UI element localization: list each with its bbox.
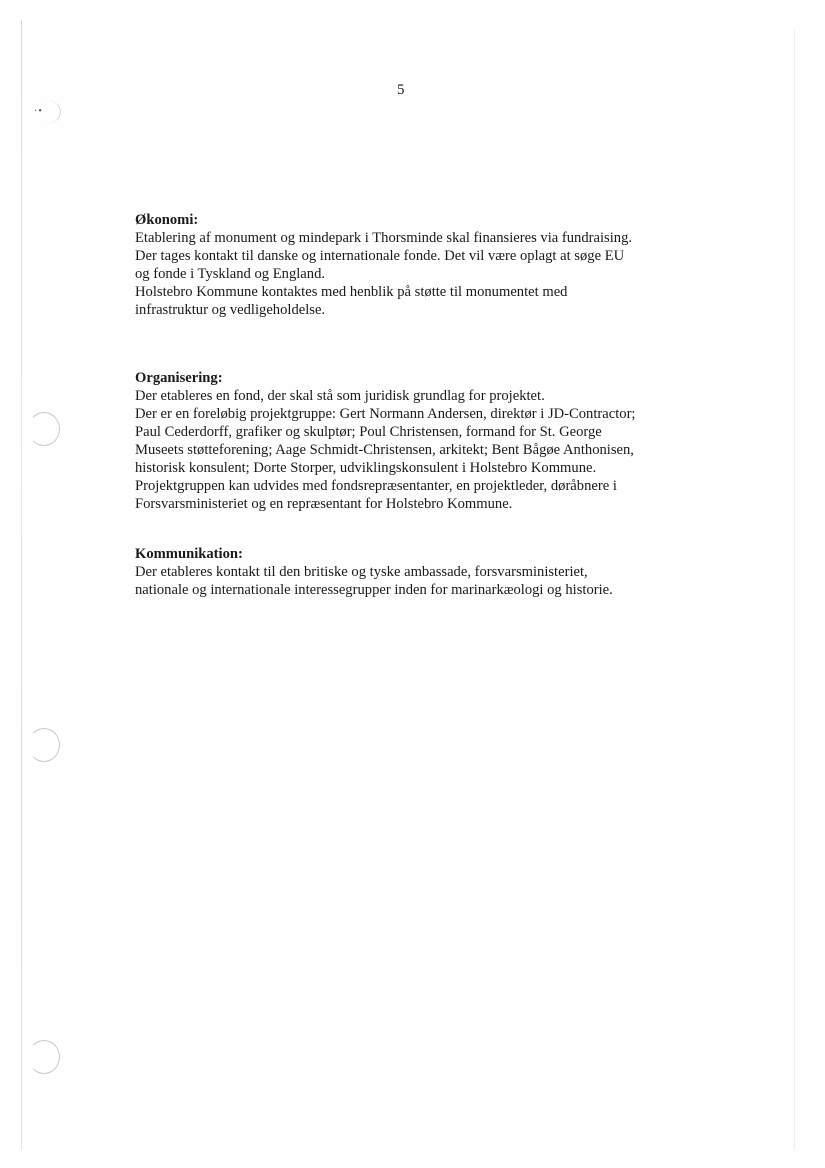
section-kommunikation — [135, 545, 695, 599]
text-line: Der etableres kontakt til den britiske og tyske ambassade, forsvarsministeriet, — [135, 564, 588, 580]
scan-speck-marks: ·• — [34, 106, 43, 117]
text-line: Der tages kontakt til danske og internationale fonde. Det vil være oplagt at søge EU — [135, 248, 625, 264]
text-line: nationale og internationale interessegrupper inden for marinarkæologi og historie. — [135, 582, 613, 598]
section-organisering — [135, 369, 695, 513]
page-number: 5 — [397, 82, 405, 98]
scan-margin-line — [21, 20, 22, 1150]
text-line: Der er en foreløbig projektgruppe: Gert Normann Andersen, direktør i JD-Contractor; — [135, 406, 636, 422]
text-line: historisk konsulent; Dorte Storper, udviklingskonsulent i Holstebro Kommune. — [135, 460, 597, 476]
text-line: og fonde i Tyskland og England. — [135, 266, 326, 282]
punch-hole — [28, 728, 60, 762]
text-line: Forsvarsministeriet og en repræsentant for Holstebro Kommune. — [135, 496, 513, 512]
text-line: infrastruktur og vedligeholdelse. — [135, 302, 326, 318]
text-line: Der etableres en fond, der skal stå som juridisk grundlag for projektet. — [135, 388, 545, 404]
text-line: Projektgruppen kan udvides med fondsrepræsentanter, en projektleder, døråbnere i — [135, 478, 617, 494]
text-line: Holstebro Kommune kontaktes med henblik på støtte til monumentet med — [135, 284, 568, 300]
text-line: Museets støtteforening; Aage Schmidt-Christensen, arkitekt; Bent Bågøe Anthonisen, — [135, 442, 634, 458]
section-oekonomi — [135, 211, 695, 319]
text-line: Paul Cederdorff, grafiker og skulptør; Poul Christensen, formand for St. George — [135, 424, 602, 440]
punch-hole — [28, 1040, 60, 1074]
scan-edge-line — [794, 30, 795, 1150]
section-heading: Organisering: — [135, 370, 223, 386]
section-heading: Kommunikation: — [135, 546, 243, 562]
text-line: Etablering af monument og mindepark i Thorsminde skal finansieres via fundraising. — [135, 230, 633, 246]
section-heading: Økonomi: — [135, 212, 199, 228]
punch-hole — [28, 412, 60, 446]
